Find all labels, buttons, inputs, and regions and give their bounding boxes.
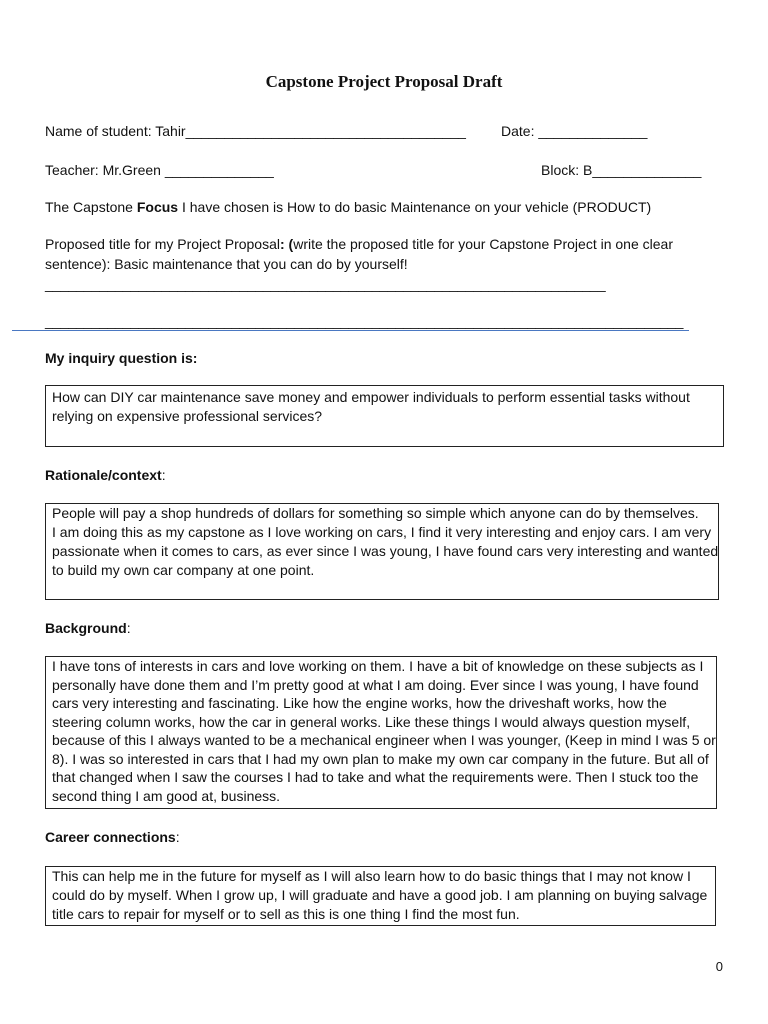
background-line: second thing I am good at, business. [52, 787, 281, 804]
date-line: Date: ______________ [501, 123, 648, 139]
background-box [45, 656, 717, 809]
background-line: personally have done them and I’m pretty good at what I am doing. Ever since I was young, I have found [52, 676, 699, 693]
rationale-heading-colon: : [161, 467, 166, 483]
block-line: Block: B______________ [541, 162, 702, 178]
inquiry-line: relying on expensive professional services? [52, 408, 323, 424]
proposal-blank-1: ________________________________________________________________________ [45, 276, 606, 292]
focus-line [45, 198, 651, 216]
proposal-line-2: sentence): Basic maintenance that you can do by yourself! [45, 256, 408, 272]
career-line: could do by myself. When I grow up, I will graduate and have a good job. I am planning on buying salvage [52, 887, 708, 903]
rationale-box [45, 503, 719, 600]
focus-prefix: The Capstone [45, 199, 137, 215]
background-line: cars very interesting and fascinating. Like how the engine works, how the driveshaft works, how the [52, 695, 667, 711]
rationale-heading-text: Rationale/context [45, 467, 162, 483]
career-heading-text: Career connections [45, 829, 176, 845]
career-heading [45, 828, 180, 846]
rationale-line: People will pay a shop hundreds of dollars for something so simple which anyone can do by themselves. [52, 505, 699, 521]
career-heading-colon: : [175, 829, 180, 845]
page-number: 0 [715, 959, 723, 974]
proposal-label: Proposed title for my Project Proposal [45, 236, 280, 252]
background-line: I have tons of interests in cars and love working on them. I have a bit of knowledge on these subjects as I [52, 658, 704, 674]
focus-bold: Focus [136, 199, 179, 215]
blue-divider [12, 330, 689, 331]
teacher-line: Teacher: Mr.Green ______________ [45, 162, 274, 178]
background-line: that changed when I saw the courses I had to take and what the requirements were. Then I stuck too the [52, 769, 699, 785]
career-line: title cars to repair for myself or to sell as this is one thing I find the most fun. [52, 906, 520, 922]
background-heading [45, 619, 131, 637]
student-name-line: Name of student: Tahir____________________________________ [45, 123, 466, 139]
career-line: This can help me in the future for myself as I will also learn how to do basic things that I may not know I [52, 868, 691, 884]
background-line: 8). I was so interested in cars that I had my own plan to make my own car company in the future. But all of [52, 750, 709, 767]
background-line: because of this I always wanted to be a mechanical engineer when I was younger, (Keep in mind I was 5 or [52, 732, 716, 748]
proposal-line-1 [45, 235, 673, 253]
rationale-line: to build my own car company at one point. [52, 562, 315, 578]
inquiry-heading: My inquiry question is: [45, 350, 198, 366]
rationale-line: I am doing this as my capstone as I love working on cars, I find it very interesting and enjoy cars. I am very [52, 524, 712, 540]
proposal-blank-2: __________________________________________________________________________________ [45, 313, 684, 329]
background-heading-colon: : [126, 620, 131, 636]
page-title: Capstone Project Proposal Draft [265, 72, 503, 91]
rationale-line: passionate when it comes to cars, as ever since I was young, I have found cars very interesting and wanted [52, 543, 719, 559]
proposal-instruction: write the proposed title for your Capstone Project in one clear [293, 236, 673, 252]
background-line: steering column works, how the car in general works. Like these things I would always question myself, [52, 713, 691, 730]
inquiry-box [45, 385, 724, 447]
inquiry-line: How can DIY car maintenance save money and empower individuals to perform essential tasks without [52, 389, 690, 405]
proposal-colon: : ( [280, 236, 294, 252]
career-box [45, 866, 716, 926]
rationale-heading [45, 466, 166, 484]
background-heading-text: Background [45, 620, 127, 636]
focus-suffix: I have chosen is How to do basic Maintenance on your vehicle (PRODUCT) [178, 199, 652, 215]
